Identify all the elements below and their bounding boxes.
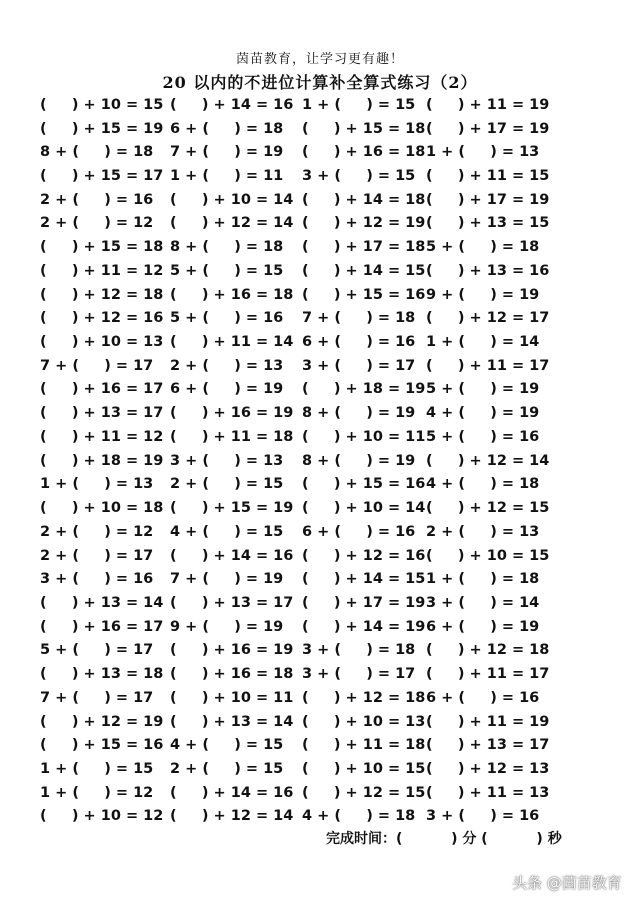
exercise-row [40, 805, 600, 829]
exercise-row [40, 259, 600, 283]
exercise-item: 7 + ( ) = 18 [302, 310, 416, 327]
exercise-item: 9 + ( ) = 19 [426, 286, 540, 303]
exercise-item: 1 + ( ) = 14 [426, 334, 540, 351]
exercise-item: 2 + ( ) = 16 [40, 191, 154, 208]
exercise-item: 6 + ( ) = 19 [426, 618, 540, 635]
exercise-item: ( ) + 12 = 16 [302, 547, 426, 564]
exercise-item: 7 + ( ) = 17 [40, 689, 154, 706]
exercise-row [40, 757, 600, 781]
exercise-item: 2 + ( ) = 12 [40, 215, 154, 232]
exercise-row [40, 710, 600, 734]
exercise-item: 4 + ( ) = 15 [170, 523, 284, 540]
exercise-item: ( ) + 15 = 17 [40, 168, 164, 185]
exercise-item: ( ) + 10 = 15 [40, 96, 164, 113]
exercise-row [40, 639, 600, 663]
exercise-item: ( ) + 10 = 15 [302, 760, 426, 777]
exercise-item: 8 + ( ) = 19 [302, 452, 416, 469]
exercise-item: ( ) + 14 = 16 [170, 547, 294, 564]
exercise-item: ( ) + 11 = 19 [426, 96, 550, 113]
exercise-item: ( ) + 11 = 19 [426, 713, 550, 730]
exercise-item: ( ) + 12 = 15 [302, 784, 426, 801]
exercise-item: 1 + ( ) = 11 [170, 168, 284, 185]
exercise-item: ( ) + 13 = 17 [170, 594, 294, 611]
exercise-item: ( ) + 11 = 18 [170, 428, 294, 445]
exercise-item: ( ) + 15 = 19 [170, 500, 294, 517]
exercise-item: 5 + ( ) = 16 [426, 428, 540, 445]
exercise-item: ( ) + 16 = 17 [40, 381, 164, 398]
exercise-item: ( ) + 16 = 17 [40, 618, 164, 635]
exercise-item: 6 + ( ) = 18 [170, 120, 284, 137]
exercise-item: 3 + ( ) = 17 [302, 666, 416, 683]
exercise-item: 8 + ( ) = 18 [170, 239, 284, 256]
exercise-item: 8 + ( ) = 19 [302, 405, 416, 422]
exercise-item: 6 + ( ) = 16 [426, 689, 540, 706]
exercise-item: 7 + ( ) = 19 [170, 144, 284, 161]
exercise-item: ( ) + 15 = 19 [40, 120, 164, 137]
exercise-item: ( ) + 11 = 13 [426, 784, 550, 801]
exercise-item: 4 + ( ) = 15 [170, 737, 284, 754]
exercise-item: 3 + ( ) = 13 [170, 452, 284, 469]
exercise-item: ( ) + 12 = 18 [302, 689, 426, 706]
exercise-item: 7 + ( ) = 17 [40, 357, 154, 374]
exercise-item: ( ) + 14 = 16 [170, 96, 294, 113]
exercise-item: ( ) + 16 = 18 [170, 286, 294, 303]
exercise-item: ( ) + 10 = 14 [302, 500, 426, 517]
exercise-item: ( ) + 10 = 12 [40, 808, 164, 825]
exercise-row [40, 425, 600, 449]
page-title: 20 以内的不进位计算补全算式练习（2） [162, 73, 478, 92]
exercise-item: ( ) + 14 = 15 [302, 571, 426, 588]
exercise-item: 1 + ( ) = 13 [40, 476, 154, 493]
exercise-item: ( ) + 13 = 14 [170, 713, 294, 730]
exercise-item: ( ) + 13 = 15 [426, 215, 550, 232]
exercise-item: ( ) + 15 = 18 [40, 239, 164, 256]
exercise-item: ( ) + 12 = 19 [40, 713, 164, 730]
exercise-item: 1 + ( ) = 18 [426, 571, 540, 588]
exercise-row [40, 140, 600, 164]
exercise-row [40, 283, 600, 307]
exercise-row [40, 544, 600, 568]
exercise-item: ( ) + 10 = 15 [426, 547, 550, 564]
exercise-item: 6 + ( ) = 16 [302, 523, 416, 540]
exercise-item: ( ) + 13 = 16 [426, 262, 550, 279]
exercise-item: ( ) + 11 = 18 [302, 737, 426, 754]
exercise-row [40, 212, 600, 236]
exercise-item: ( ) + 11 = 12 [40, 262, 164, 279]
exercise-item: ( ) + 13 = 17 [40, 405, 164, 422]
exercise-item: ( ) + 17 = 19 [426, 191, 550, 208]
exercise-row [40, 496, 600, 520]
exercise-item: ( ) + 15 = 16 [40, 737, 164, 754]
watermark: 头条 @茵苗教育 [512, 874, 622, 892]
exercise-item: 1 + ( ) = 15 [40, 760, 154, 777]
exercise-item: ( ) + 12 = 17 [426, 310, 550, 327]
exercise-item: ( ) + 15 = 16 [302, 286, 426, 303]
exercise-item: ( ) + 12 = 16 [40, 310, 164, 327]
exercise-item: ( ) + 18 = 19 [302, 381, 426, 398]
exercise-item: 4 + ( ) = 19 [426, 405, 540, 422]
exercise-grid [40, 93, 600, 828]
exercise-item: ( ) + 11 = 12 [40, 428, 164, 445]
exercise-item: 3 + ( ) = 16 [426, 808, 540, 825]
exercise-row [40, 93, 600, 117]
exercise-row [40, 615, 600, 639]
exercise-item: ( ) + 16 = 19 [170, 642, 294, 659]
exercise-item: ( ) + 11 = 15 [426, 168, 550, 185]
exercise-item: ( ) + 10 = 13 [40, 334, 164, 351]
exercise-row [40, 567, 600, 591]
exercise-item: 5 + ( ) = 16 [170, 310, 284, 327]
exercise-row [40, 117, 600, 141]
exercise-row [40, 733, 600, 757]
exercise-item: 3 + ( ) = 14 [426, 594, 540, 611]
exercise-row [40, 591, 600, 615]
exercise-item: ( ) + 11 = 14 [170, 334, 294, 351]
exercise-item: ( ) + 10 = 13 [302, 713, 426, 730]
exercise-row [40, 378, 600, 402]
exercise-item: 2 + ( ) = 17 [40, 547, 154, 564]
exercise-item: ( ) + 15 = 16 [302, 476, 426, 493]
exercise-item: ( ) + 14 = 19 [302, 618, 426, 635]
exercise-item: 4 + ( ) = 18 [302, 808, 416, 825]
exercise-item: 2 + ( ) = 13 [170, 357, 284, 374]
exercise-row [40, 330, 600, 354]
exercise-item: ( ) + 12 = 18 [40, 286, 164, 303]
exercise-row [40, 306, 600, 330]
exercise-item: ( ) + 11 = 17 [426, 357, 550, 374]
exercise-item: ( ) + 12 = 19 [302, 215, 426, 232]
exercise-item: 1 + ( ) = 13 [426, 144, 540, 161]
exercise-item: 6 + ( ) = 19 [170, 381, 284, 398]
exercise-item: ( ) + 10 = 14 [170, 191, 294, 208]
exercise-row [40, 781, 600, 805]
completion-time-label: 完成时间：( ) 分 ( ) 秒 [326, 831, 562, 847]
exercise-item: 4 + ( ) = 18 [426, 476, 540, 493]
exercise-item: 3 + ( ) = 16 [40, 571, 154, 588]
exercise-item: 3 + ( ) = 17 [302, 357, 416, 374]
exercise-item: ( ) + 12 = 15 [426, 500, 550, 517]
exercise-row [40, 188, 600, 212]
exercise-row [40, 686, 600, 710]
exercise-item: ( ) + 18 = 19 [40, 452, 164, 469]
exercise-item: ( ) + 12 = 14 [170, 215, 294, 232]
exercise-item: ( ) + 12 = 14 [170, 808, 294, 825]
exercise-row [40, 520, 600, 544]
exercise-item: 7 + ( ) = 19 [170, 571, 284, 588]
exercise-item: ( ) + 14 = 16 [170, 784, 294, 801]
exercise-item: ( ) + 12 = 14 [426, 452, 550, 469]
exercise-row [40, 164, 600, 188]
exercise-item: 5 + ( ) = 15 [170, 262, 284, 279]
exercise-item: 9 + ( ) = 19 [170, 618, 284, 635]
exercise-item: 2 + ( ) = 15 [170, 476, 284, 493]
exercise-item: ( ) + 11 = 17 [426, 666, 550, 683]
exercise-item: 3 + ( ) = 15 [302, 168, 416, 185]
exercise-item: ( ) + 12 = 13 [426, 760, 550, 777]
exercise-item: 1 + ( ) = 12 [40, 784, 154, 801]
exercise-item: ( ) + 13 = 14 [40, 594, 164, 611]
exercise-item: ( ) + 15 = 18 [302, 120, 426, 137]
exercise-row [40, 473, 600, 497]
exercise-row [40, 449, 600, 473]
page-subtitle: 茵苗教育，让学习更有趣！ [235, 52, 404, 67]
exercise-item: 6 + ( ) = 16 [302, 334, 416, 351]
exercise-item: ( ) + 14 = 15 [302, 262, 426, 279]
exercise-item: ( ) + 16 = 18 [170, 666, 294, 683]
exercise-row [40, 354, 600, 378]
exercise-item: 2 + ( ) = 13 [426, 523, 540, 540]
exercise-item: ( ) + 10 = 11 [170, 689, 294, 706]
exercise-item: 8 + ( ) = 18 [40, 144, 154, 161]
exercise-item: ( ) + 14 = 18 [302, 191, 426, 208]
exercise-item: ( ) + 16 = 19 [170, 405, 294, 422]
exercise-item: 5 + ( ) = 19 [426, 381, 540, 398]
exercise-item: ( ) + 17 = 19 [426, 120, 550, 137]
exercise-item: ( ) + 13 = 18 [40, 666, 164, 683]
exercise-row [40, 401, 600, 425]
exercise-item: ( ) + 10 = 18 [40, 500, 164, 517]
exercise-item: ( ) + 12 = 18 [426, 642, 550, 659]
exercise-item: 2 + ( ) = 15 [170, 760, 284, 777]
exercise-item: 1 + ( ) = 15 [302, 96, 416, 113]
exercise-item: ( ) + 13 = 17 [426, 737, 550, 754]
exercise-item: 5 + ( ) = 18 [426, 239, 540, 256]
exercise-item: ( ) + 16 = 18 [302, 144, 426, 161]
exercise-item: ( ) + 17 = 19 [302, 594, 426, 611]
exercise-item: 2 + ( ) = 12 [40, 523, 154, 540]
exercise-item: ( ) + 17 = 18 [302, 239, 426, 256]
exercise-row [40, 235, 600, 259]
exercise-item: ( ) + 10 = 11 [302, 428, 426, 445]
exercise-item: 5 + ( ) = 17 [40, 642, 154, 659]
exercise-item: 3 + ( ) = 18 [302, 642, 416, 659]
exercise-row [40, 662, 600, 686]
